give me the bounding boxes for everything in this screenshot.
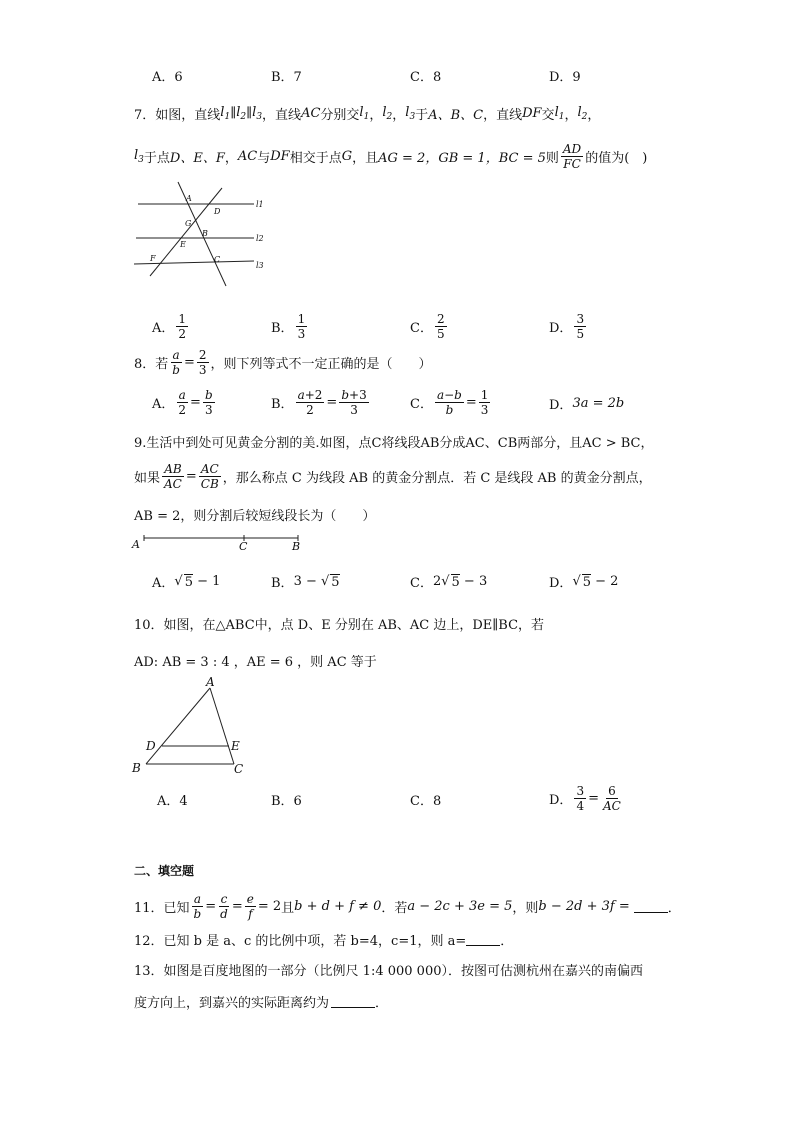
point-d-label: D [214, 207, 221, 216]
q10-option-b: B．6 [271, 794, 302, 809]
q10-line1: 10．如图，在△ABC中，点 D、E 分别在 AB、AC 边上，DE∥BC，若 [134, 618, 545, 633]
vertex-c-label: C [234, 762, 244, 776]
q13-line1: 13．如图是百度地图的一部分（比例尺 1:4 000 000）．按图可估测杭州在嘉兴的南偏西 [134, 964, 643, 979]
q8-option-d: D． 3a = 2b [549, 396, 625, 413]
q9-segment-figure [130, 530, 310, 552]
q9-line2: 如果 $\frac{AB}{AC}$ = $\frac{AC}{CB}$ ，那么称点 C 为线段 AB 的黄金分割点．若 C 是线段 AB 的黄金分割点， [134, 462, 652, 491]
point-g-label: G [185, 219, 192, 228]
label-l2: l2 [256, 234, 264, 243]
point-c-label: C [214, 255, 221, 264]
q7-option-d: D． $\frac{3}{5}$ [549, 312, 585, 341]
q13-line2: 度方向上，到嘉兴的实际距离约为 ． [134, 996, 389, 1011]
q7-option-a: A． $\frac{1}{2}$ [152, 312, 187, 341]
point-f-label: F [150, 254, 156, 263]
label-l3: l3 [256, 261, 264, 270]
vertex-b-label: B [132, 761, 141, 775]
q8-option-c: C． $\frac{a-b}{b}$ = $\frac{1}{3}$ [410, 388, 489, 417]
q6-option-d: D．9 [549, 70, 581, 85]
point-a-label: A [186, 194, 192, 203]
point-e-label: E [180, 240, 186, 249]
label-l1: l1 [256, 200, 264, 209]
q9-option-c: C． 2√ 5 − 3 [410, 574, 488, 591]
section-title: 二、填空题 [134, 864, 195, 878]
q10-triangle-figure [128, 674, 258, 778]
q11: 11．已知 $\frac{a}{b}$ = $\frac{c}{d}$ = $\frac{e}{f}$ = 2 且 b + d + f ≠ 0 ．若 a − 2c + 3e = 5 ，则 b − 2d + 3f = ． [134, 892, 681, 921]
q8-option-b: B． $\frac{a+2}{2}$ = $\frac{b+3}{3}$ [271, 388, 367, 417]
q7-line2: $l_3$ 于点 D、E、F ， AC 与 DF 相交于点 G ， 且 AG = 2，GB = 1，BC = 5 则 $\frac{AD}{FC}$ 的值为( ) [134, 142, 648, 171]
q8-option-a: A． $\frac{a}{2}$ = $\frac{b}{3}$ [152, 388, 213, 417]
q10-option-a: A．4 [157, 794, 188, 809]
vertex-a-label: A [206, 675, 215, 689]
q6-option-c: C．8 [410, 70, 442, 85]
q6-options [0, 66, 794, 86]
q10-option-d: D． $\frac{3}{4}$ = $\frac{6}{AC}$ [549, 784, 621, 813]
q7-option-c: C． $\frac{2}{5}$ [410, 312, 445, 341]
q11-answer-blank[interactable] [634, 900, 668, 913]
q7-figure [130, 176, 270, 292]
point-e-label: E [231, 739, 240, 753]
q7-fraction: $\frac{AD}{FC}$ [562, 142, 582, 171]
q9-option-d: D． √ 5 − 2 [549, 574, 619, 591]
q9-line1: 9.生活中到处可见黄金分割的美.如图，点C将线段AB分成AC、CB两部分，且AC > BC， [134, 436, 654, 451]
q9-options [0, 572, 794, 592]
q10-options [0, 784, 794, 824]
q6-option-b: B．7 [271, 70, 302, 85]
q7-options [0, 306, 794, 340]
q10-option-c: C．8 [410, 794, 442, 809]
q9-line3: AB = 2，则分割后较短线段长为（ ） [134, 509, 376, 524]
q8-options [0, 388, 794, 422]
q6-option-a: A．6 [152, 70, 183, 85]
q13-answer-blank[interactable] [331, 995, 375, 1008]
segment-label-c: C [239, 540, 248, 552]
q7-line1: 7． 如图，直线 $l_1$ ∥ $l_2$ ∥ $l_3$ ，直线 AC 分别交 $l_1$ ， $l_2$ ， $l_3$ 于 A、B、C ，直线 DF 交 $l_1$ ， $l_2$ ， [134, 105, 601, 123]
q9-option-a: A． √ 5 − 1 [152, 574, 221, 591]
q7-option-b: B． $\frac{1}{3}$ [271, 312, 306, 341]
segment-label-b: B [292, 540, 301, 552]
q12-answer-blank[interactable] [466, 933, 500, 946]
segment-label-a: A [132, 538, 140, 551]
point-b-label: B [202, 229, 208, 238]
point-d-label: D [146, 739, 156, 753]
q9-option-b: B． 3 − √ 5 [271, 574, 340, 591]
q12: 12．已知 b 是 a、c 的比例中项，若 b=4，c=1，则 a= ． [134, 934, 514, 949]
q8-stem: 8．若 $\frac{a}{b}$ = $\frac{2}{3}$ ，则下列等式不一定正确的是（ ） [134, 348, 432, 377]
q10-line2: AD: AB = 3 : 4 ，AE = 6 ，则 AC 等于 [134, 655, 377, 670]
